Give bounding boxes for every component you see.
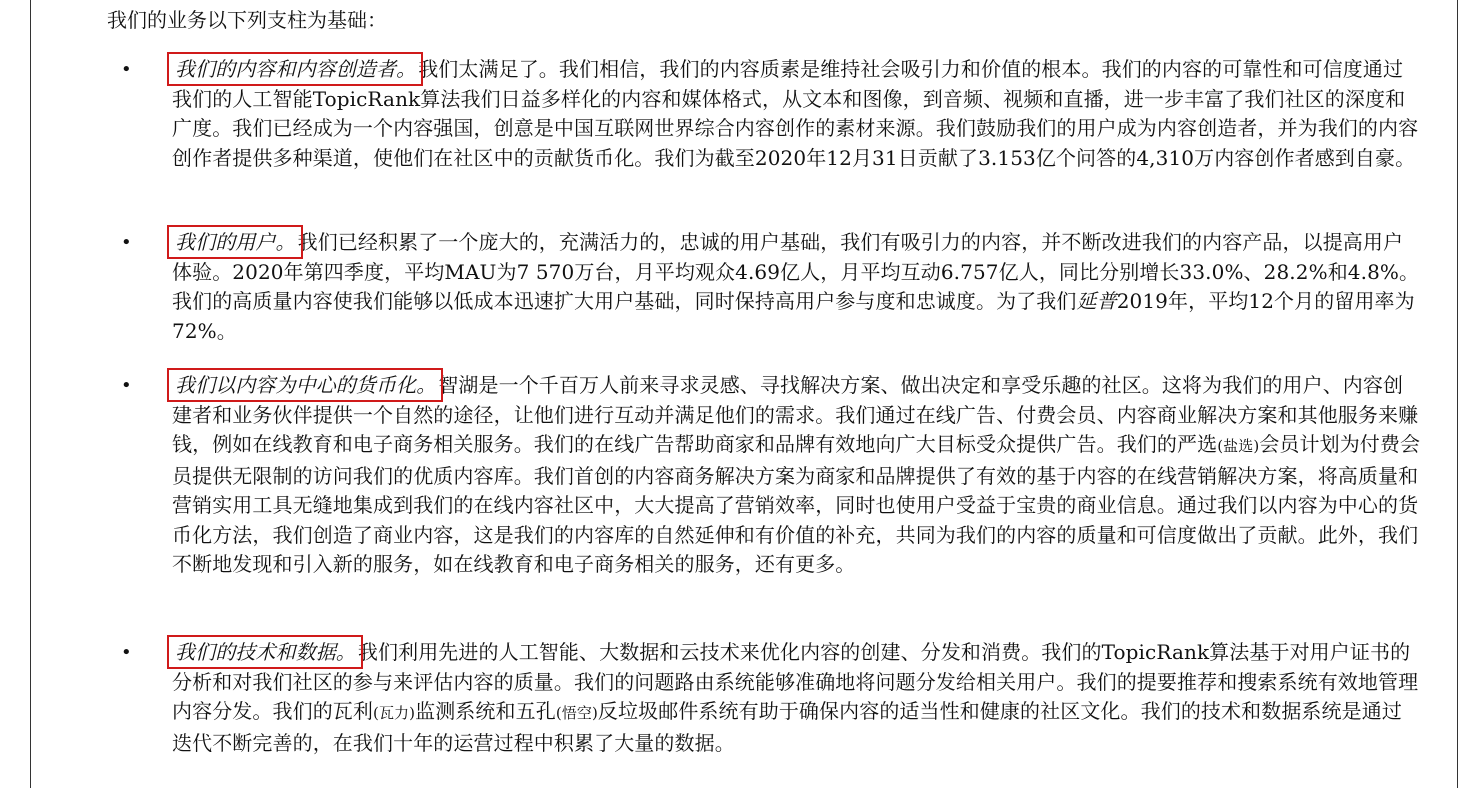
pillar-paragraph xyxy=(172,228,1422,346)
pillar-paragraph xyxy=(172,638,1422,758)
pillar-body-end: 2019年，平均12个月的留用率为72%。 xyxy=(172,289,1415,343)
pillar-body-end: 会员计划为付费会员提供无限制的访问我们的优质内容库。我们首创的内容商务解决方案为商家和品牌提供了有效的基于内容的在线营销解决方案，将高质量和营销实用工具无缝地集成到我们的在线内容社区中，大大提高了营销效率，同时也使用户受益于宝贵的商业信息。通过我们以内容为中心的货币化方法，我们创造了商业内容，这是我们的内容库的自然延伸和有价值的补充，共同为我们的内容的质量和可信度做出了贡献。此外，我们不断地发现和引入新的服务，如在线教育和电子商务相关的服务，还有更多。 xyxy=(172,432,1421,576)
pillar-heading: 我们的技术和数据。 xyxy=(172,640,358,664)
pillar-body-end: 反垃圾邮件系统有助于确保内容的适当性和健康的社区文化。我们的技术和数据系统是通过迭代不断完善的，在我们十年的运营过程中积累了大量的数据。 xyxy=(172,699,1402,755)
pillar-body-mid: 监测系统和五孔 xyxy=(415,699,556,723)
bullet-icon: • xyxy=(121,375,132,396)
pillar-body: 智湖是一个千百万人前来寻求灵感、寻找解决方案、做出决定和享受乐趣的社区。这将为我们的用户、内容创建者和业务伙伴提供一个自然的途径，让他们进行互动并满足他们的需求。我们通过在线广告、付费会员、内容商业解决方案和其他服务来赚钱，例如在线教育和电子商务相关服务。我们的在线广告帮助商家和品牌有效地向广大目标受众提供广告。我们的严选 xyxy=(172,373,1419,456)
bullet-icon: • xyxy=(121,232,132,253)
pillar-body: 我们利用先进的人工智能、大数据和云技术来优化内容的创建、分发和消费。我们的TopicRank算法基于对用户证书的分析和对我们社区的参与来评估内容的质量。我们的问题路由系统能够准确地将问题分发给相关用户。我们的提要推荐和搜索系统有效地管理内容分发。我们的瓦利 xyxy=(172,640,1419,723)
pillar-body: 我们已经积累了一个庞大的，充满活力的，忠诚的用户基础，我们有吸引力的内容，并不断改进我们的内容产品，以提高用户体验。2020年第四季度，平均MAU为7 570万台，月平均观众4.69亿人，月平均互动6.757亿人，同比分别增长33.0%、28.2%和4.8%。我们的高质量内容使我们能够以低成本迅速扩大用户基础，同时保持高用户参与度和忠诚度。为了我们 xyxy=(172,230,1420,313)
bullet-icon: • xyxy=(121,642,132,663)
pillar-body: 我们太满足了。我们相信，我们的内容质素是维持社会吸引力和价值的根本。我们的内容的可靠性和可信度通过我们的人工智能TopicRank算法我们日益多样化的内容和媒体格式，从文本和图像，到音频、视频和直播，进一步丰富了我们社区的深度和广度。我们已经成为一个内容强国，创意是中国互联网世界综合内容创作的素材来源。我们鼓励我们的用户成为内容创造者，并为我们的内容创作者提供多种渠道，使他们在社区中的贡献货币化。我们为截至2020年12月31日贡献了3.153亿个问答的4,310万内容创作者感到自豪。 xyxy=(172,57,1419,170)
bullet-icon: • xyxy=(121,59,132,80)
pillar-heading: 我们的用户。 xyxy=(172,230,298,254)
pillar-body-italic: 延普 xyxy=(1076,289,1117,313)
intro-text: 我们的业务以下列支柱为基础： xyxy=(107,8,387,32)
pillar-paragraph xyxy=(172,55,1422,173)
pillar-body-note: (悟空) xyxy=(555,704,598,722)
pillar-body-note: (瓦力) xyxy=(373,704,416,722)
pillar-paragraph xyxy=(172,371,1422,580)
pillar-body-note: (盐选) xyxy=(1217,437,1260,455)
pillar-heading: 我们以内容为中心的货币化。 xyxy=(172,373,438,397)
pillar-heading: 我们的内容和内容创造者。 xyxy=(172,57,418,81)
